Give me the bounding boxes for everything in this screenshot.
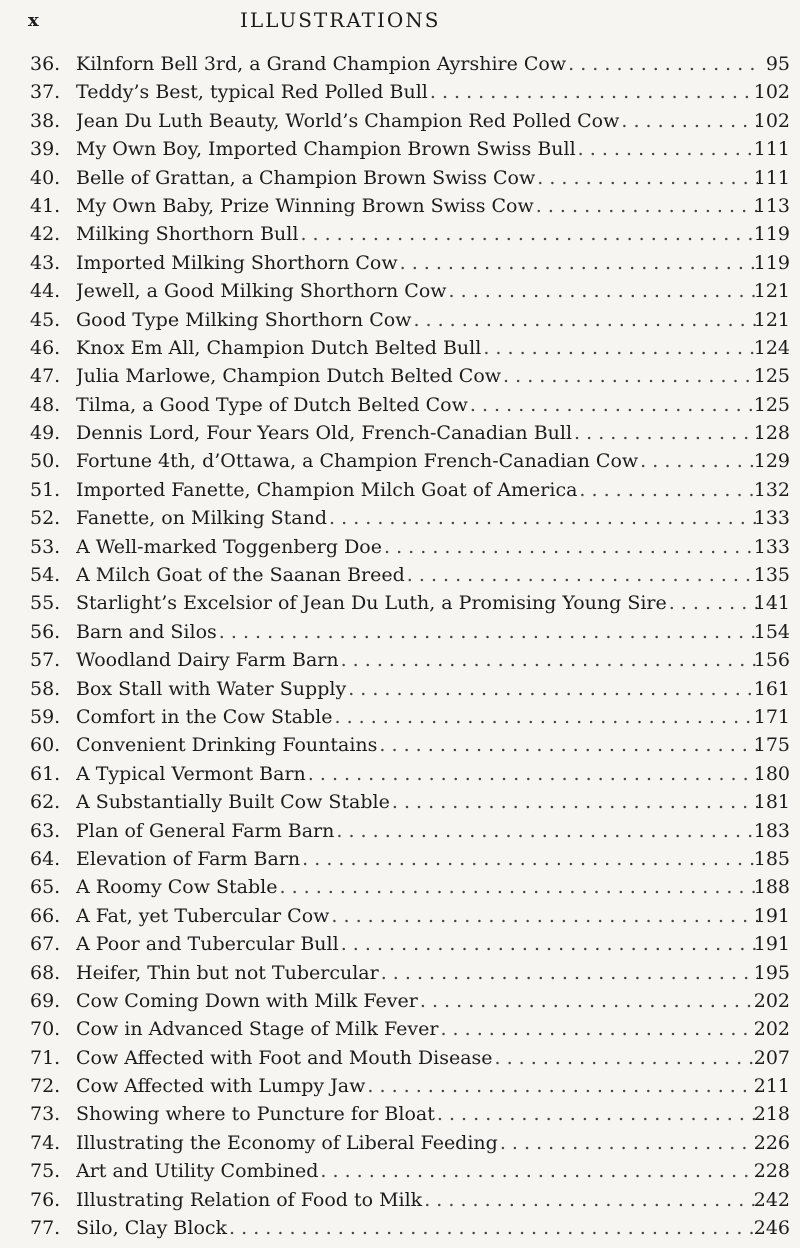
- dot-leader: [334, 817, 758, 845]
- dot-leader: [339, 930, 758, 958]
- entry-title: A Roomy Cow Stable: [76, 876, 278, 899]
- entry-title: Cow Affected with Lumpy Jaw: [76, 1075, 366, 1098]
- entry-title: Art and Utility Combined: [76, 1160, 319, 1183]
- entry-number: 62.: [30, 791, 61, 814]
- entry-number: 66.: [30, 904, 61, 927]
- list-item: [0, 902, 800, 930]
- dot-leader: [227, 1214, 758, 1242]
- entry-page-number: 113: [753, 194, 790, 217]
- list-item: [0, 703, 800, 731]
- entry-page-number: 135: [753, 564, 790, 587]
- entry-number: 53.: [30, 535, 61, 558]
- entry-number: 40.: [30, 166, 61, 189]
- entry-page-number: 141: [753, 592, 790, 615]
- entry-page-number: 121: [753, 308, 790, 331]
- entry-title: Plan of General Farm Barn: [76, 819, 335, 842]
- entry-number: 71.: [30, 1046, 61, 1069]
- entry-title: Illustrating the Economy of Liberal Feeding: [76, 1131, 498, 1154]
- entry-line: [76, 1015, 758, 1043]
- list-item: [0, 135, 800, 163]
- entry-number: 38.: [30, 109, 61, 132]
- list-item: [0, 447, 800, 475]
- entry-title: Tilma, a Good Type of Dutch Belted Cow: [76, 393, 468, 416]
- entry-line: [76, 107, 758, 135]
- entry-title: A Well-marked Toggenberg Doe: [76, 535, 382, 558]
- entry-line: [76, 731, 758, 759]
- entry-line: [76, 788, 758, 816]
- entry-page-number: 181: [753, 791, 790, 814]
- entry-title: Heifer, Thin but not Tubercular: [76, 961, 379, 984]
- dot-leader: [422, 1186, 758, 1214]
- list-item: [0, 646, 800, 674]
- entry-number: 39.: [30, 138, 61, 161]
- entry-page-number: 183: [753, 819, 790, 842]
- entry-number: 60.: [30, 734, 61, 757]
- dot-leader: [339, 646, 758, 674]
- entry-title: Teddy’s Best, typical Red Polled Bull: [76, 81, 428, 104]
- entry-page-number: 95: [765, 53, 790, 75]
- list-item: [0, 788, 800, 816]
- entry-page-number: 111: [753, 166, 790, 189]
- dot-leader: [576, 135, 758, 163]
- dot-leader: [277, 873, 758, 901]
- entry-number: 46.: [30, 336, 61, 359]
- list-item: [0, 1044, 800, 1072]
- entry-page-number: 133: [753, 507, 790, 530]
- entry-line: [76, 533, 758, 561]
- entry-title: Cow Affected with Foot and Mouth Disease: [76, 1046, 493, 1069]
- entry-title: Dennis Lord, Four Years Old, French-Canadian Bull: [76, 422, 573, 445]
- entry-line: [76, 504, 758, 532]
- dot-leader: [447, 277, 758, 305]
- entry-title: My Own Baby, Prize Winning Brown Swiss Cow: [76, 194, 534, 217]
- list-item: [0, 1015, 800, 1043]
- entry-page-number: 218: [753, 1103, 790, 1126]
- entry-page-number: 111: [753, 138, 790, 161]
- entry-page-number: 175: [753, 734, 790, 757]
- entry-title: Comfort in the Cow Stable: [76, 705, 333, 728]
- entry-title: Knox Em All, Champion Dutch Belted Bull: [76, 336, 482, 359]
- entry-page-number: 161: [753, 677, 790, 700]
- entry-line: [76, 277, 758, 305]
- page-number-roman: x: [28, 10, 39, 31]
- entry-page-number: 228: [753, 1160, 790, 1183]
- entry-page-number: 156: [753, 649, 790, 672]
- dot-leader: [468, 391, 758, 419]
- dot-leader: [638, 447, 758, 475]
- list-item: [0, 107, 800, 135]
- dot-leader: [318, 1157, 758, 1185]
- entry-page-number: 246: [753, 1217, 790, 1240]
- list-item: [0, 760, 800, 788]
- dot-leader: [379, 959, 758, 987]
- entry-line: [76, 419, 758, 447]
- entry-title: Barn and Silos: [76, 620, 217, 643]
- entry-title: Cow in Advanced Stage of Milk Fever: [76, 1018, 439, 1041]
- entry-line: [76, 192, 758, 220]
- entry-number: 50.: [30, 450, 61, 473]
- dot-leader: [493, 1044, 758, 1072]
- list-item: [0, 675, 800, 703]
- list-item: [0, 78, 800, 106]
- list-item: [0, 220, 800, 248]
- dot-leader: [481, 334, 758, 362]
- list-item: [0, 362, 800, 390]
- entry-line: [76, 1129, 758, 1157]
- entry-number: 51.: [30, 478, 61, 501]
- entry-page-number: 171: [753, 705, 790, 728]
- entry-line: [76, 476, 758, 504]
- entry-page-number: 191: [753, 904, 790, 927]
- entry-page-number: 202: [753, 989, 790, 1012]
- dot-leader: [438, 1015, 758, 1043]
- entry-number: 68.: [30, 961, 61, 984]
- list-item: [0, 618, 800, 646]
- entry-line: [76, 646, 758, 674]
- list-item: [0, 504, 800, 532]
- entry-line: [76, 873, 758, 901]
- entry-number: 36.: [30, 53, 61, 75]
- entry-number: 76.: [30, 1188, 61, 1211]
- dot-leader: [329, 902, 758, 930]
- dot-leader: [332, 703, 758, 731]
- entry-number: 63.: [30, 819, 61, 842]
- entry-title: Imported Milking Shorthorn Cow: [76, 251, 398, 274]
- entry-number: 47.: [30, 365, 61, 388]
- entry-line: [76, 306, 758, 334]
- entry-title: Fanette, on Milking Stand: [76, 507, 328, 530]
- entry-number: 54.: [30, 564, 61, 587]
- dot-leader: [298, 220, 758, 248]
- entry-line: [76, 959, 758, 987]
- entry-page-number: 207: [753, 1046, 790, 1069]
- entry-line: [76, 1100, 758, 1128]
- entry-line: [76, 618, 758, 646]
- entry-line: [76, 1214, 758, 1242]
- entry-number: 43.: [30, 251, 61, 274]
- entry-title: Box Stall with Water Supply: [76, 677, 347, 700]
- entry-page-number: 129: [753, 450, 790, 473]
- entry-page-number: 211: [753, 1075, 790, 1098]
- entry-number: 67.: [30, 933, 61, 956]
- dot-leader: [398, 249, 758, 277]
- entry-line: [76, 902, 758, 930]
- list-item: [0, 306, 800, 334]
- list-item: [0, 419, 800, 447]
- page-header: [0, 0, 800, 42]
- dot-leader: [327, 504, 758, 532]
- dot-leader: [418, 987, 758, 1015]
- entry-number: 56.: [30, 620, 61, 643]
- page-title: ILLUSTRATIONS: [240, 8, 441, 32]
- entry-page-number: 128: [753, 422, 790, 445]
- entry-title: A Typical Vermont Barn: [76, 762, 306, 785]
- dot-leader: [382, 533, 758, 561]
- list-item: [0, 164, 800, 192]
- entry-number: 65.: [30, 876, 61, 899]
- list-item: [0, 1100, 800, 1128]
- dot-leader: [501, 362, 758, 390]
- entry-page-number: 242: [753, 1188, 790, 1211]
- list-item: [0, 1186, 800, 1214]
- dot-leader: [572, 419, 758, 447]
- list-item: [0, 561, 800, 589]
- dot-leader: [411, 306, 758, 334]
- entry-page-number: 185: [753, 847, 790, 870]
- entry-page-number: 188: [753, 876, 790, 899]
- entry-line: [76, 589, 758, 617]
- entry-number: 49.: [30, 422, 61, 445]
- dot-leader: [306, 760, 758, 788]
- dot-leader: [498, 1129, 758, 1157]
- list-item: [0, 334, 800, 362]
- list-item: [0, 731, 800, 759]
- entry-page-number: 202: [753, 1018, 790, 1041]
- dot-leader: [667, 589, 758, 617]
- list-item: [0, 873, 800, 901]
- entry-number: 48.: [30, 393, 61, 416]
- entry-number: 44.: [30, 280, 61, 303]
- dot-leader: [435, 1100, 758, 1128]
- entry-number: 75.: [30, 1160, 61, 1183]
- entry-title: A Poor and Tubercular Bull: [76, 933, 339, 956]
- entry-page-number: 119: [753, 251, 790, 274]
- entry-title: Illustrating Relation of Food to Milk: [76, 1188, 423, 1211]
- entry-line: [76, 1072, 758, 1100]
- entry-title: Fortune 4th, d’Ottawa, a Champion French-Canadian Cow: [76, 450, 639, 473]
- entry-number: 61.: [30, 762, 61, 785]
- entry-title: A Milch Goat of the Saanan Breed: [76, 564, 405, 587]
- entry-page-number: 133: [753, 535, 790, 558]
- entry-line: [76, 78, 758, 106]
- entry-title: Milking Shorthorn Bull: [76, 223, 299, 246]
- entry-title: Jewell, a Good Milking Shorthorn Cow: [76, 280, 447, 303]
- entry-line: [76, 817, 758, 845]
- entry-line: [76, 1157, 758, 1185]
- entry-title: Silo, Clay Block: [76, 1217, 228, 1240]
- entry-line: [76, 362, 758, 390]
- dot-leader: [300, 845, 758, 873]
- dot-leader: [577, 476, 758, 504]
- entry-line: [76, 135, 758, 163]
- entry-page-number: 191: [753, 933, 790, 956]
- entry-number: 58.: [30, 677, 61, 700]
- entry-title: Woodland Dairy Farm Barn: [76, 649, 339, 672]
- entry-line: [76, 334, 758, 362]
- entry-page-number: 154: [753, 620, 790, 643]
- entry-line: [76, 1044, 758, 1072]
- dot-leader: [405, 561, 758, 589]
- entry-number: 64.: [30, 847, 61, 870]
- list-item: [0, 1072, 800, 1100]
- list-item: [0, 476, 800, 504]
- entry-number: 74.: [30, 1131, 61, 1154]
- entry-number: 41.: [30, 194, 61, 217]
- entry-line: [76, 561, 758, 589]
- list-item: [0, 930, 800, 958]
- entry-line: [76, 1186, 758, 1214]
- entry-title: Jean Du Luth Beauty, World’s Champion Red Polled Cow: [76, 109, 620, 132]
- entry-title: Imported Fanette, Champion Milch Goat of America: [76, 478, 578, 501]
- entry-number: 42.: [30, 223, 61, 246]
- entry-page-number: 102: [753, 81, 790, 104]
- entry-number: 77.: [30, 1217, 61, 1240]
- entry-page-number: 124: [753, 336, 790, 359]
- entry-page-number: 125: [753, 365, 790, 388]
- entry-title: Good Type Milking Shorthorn Cow: [76, 308, 412, 331]
- dot-leader: [377, 731, 758, 759]
- dot-leader: [535, 164, 758, 192]
- dot-leader: [217, 618, 758, 646]
- list-item: [0, 1157, 800, 1185]
- entry-title: Kilnforn Bell 3rd, a Grand Champion Ayrshire Cow: [76, 53, 567, 75]
- list-item: [0, 817, 800, 845]
- entry-line: [76, 675, 758, 703]
- dot-leader: [534, 192, 758, 220]
- entry-title: Showing where to Puncture for Bloat: [76, 1103, 435, 1126]
- entry-line: [76, 447, 758, 475]
- dot-leader: [346, 675, 758, 703]
- list-item: [0, 50, 800, 78]
- entry-page-number: 180: [753, 762, 790, 785]
- list-item: [0, 1129, 800, 1157]
- entry-number: 69.: [30, 989, 61, 1012]
- entry-line: [76, 164, 758, 192]
- entry-number: 45.: [30, 308, 61, 331]
- entry-page-number: 119: [753, 223, 790, 246]
- entry-title: A Substantially Built Cow Stable: [76, 791, 390, 814]
- entry-line: [76, 391, 758, 419]
- list-item: [0, 987, 800, 1015]
- entry-page-number: 195: [753, 961, 790, 984]
- list-item: [0, 845, 800, 873]
- illustrations-list: [0, 50, 800, 1242]
- entry-page-number: 132: [753, 478, 790, 501]
- list-item: [0, 391, 800, 419]
- entry-number: 72.: [30, 1075, 61, 1098]
- entry-line: [76, 703, 758, 731]
- entry-number: 37.: [30, 81, 61, 104]
- entry-page-number: 102: [753, 109, 790, 132]
- list-item: [0, 192, 800, 220]
- list-item: [0, 959, 800, 987]
- entry-line: [76, 987, 758, 1015]
- entry-title: Convenient Drinking Fountains: [76, 734, 378, 757]
- dot-leader: [365, 1072, 758, 1100]
- dot-leader: [619, 107, 758, 135]
- entry-line: [76, 930, 758, 958]
- entry-number: 55.: [30, 592, 61, 615]
- entry-line: [76, 50, 758, 78]
- dot-leader: [428, 78, 758, 106]
- entry-title: A Fat, yet Tubercular Cow: [76, 904, 330, 927]
- list-item: [0, 1214, 800, 1242]
- list-item: [0, 249, 800, 277]
- entry-number: 52.: [30, 507, 61, 530]
- entry-title: Belle of Grattan, a Champion Brown Swiss Cow: [76, 166, 536, 189]
- list-item: [0, 589, 800, 617]
- entry-page-number: 121: [753, 280, 790, 303]
- list-item: [0, 533, 800, 561]
- entry-page-number: 125: [753, 393, 790, 416]
- entry-line: [76, 845, 758, 873]
- entry-title: Starlight’s Excelsior of Jean Du Luth, a Promising Young Sire: [76, 592, 667, 615]
- list-item: [0, 277, 800, 305]
- entry-title: Elevation of Farm Barn: [76, 847, 301, 870]
- entry-title: My Own Boy, Imported Champion Brown Swiss Bull: [76, 138, 576, 161]
- entry-title: Julia Marlowe, Champion Dutch Belted Cow: [76, 365, 502, 388]
- dot-leader: [390, 788, 758, 816]
- dot-leader: [566, 50, 758, 78]
- entry-number: 59.: [30, 705, 61, 728]
- entry-line: [76, 760, 758, 788]
- entry-title: Cow Coming Down with Milk Fever: [76, 989, 418, 1012]
- entry-page-number: 226: [753, 1131, 790, 1154]
- entry-line: [76, 220, 758, 248]
- entry-number: 73.: [30, 1103, 61, 1126]
- entry-line: [76, 249, 758, 277]
- entry-number: 70.: [30, 1018, 61, 1041]
- entry-number: 57.: [30, 649, 61, 672]
